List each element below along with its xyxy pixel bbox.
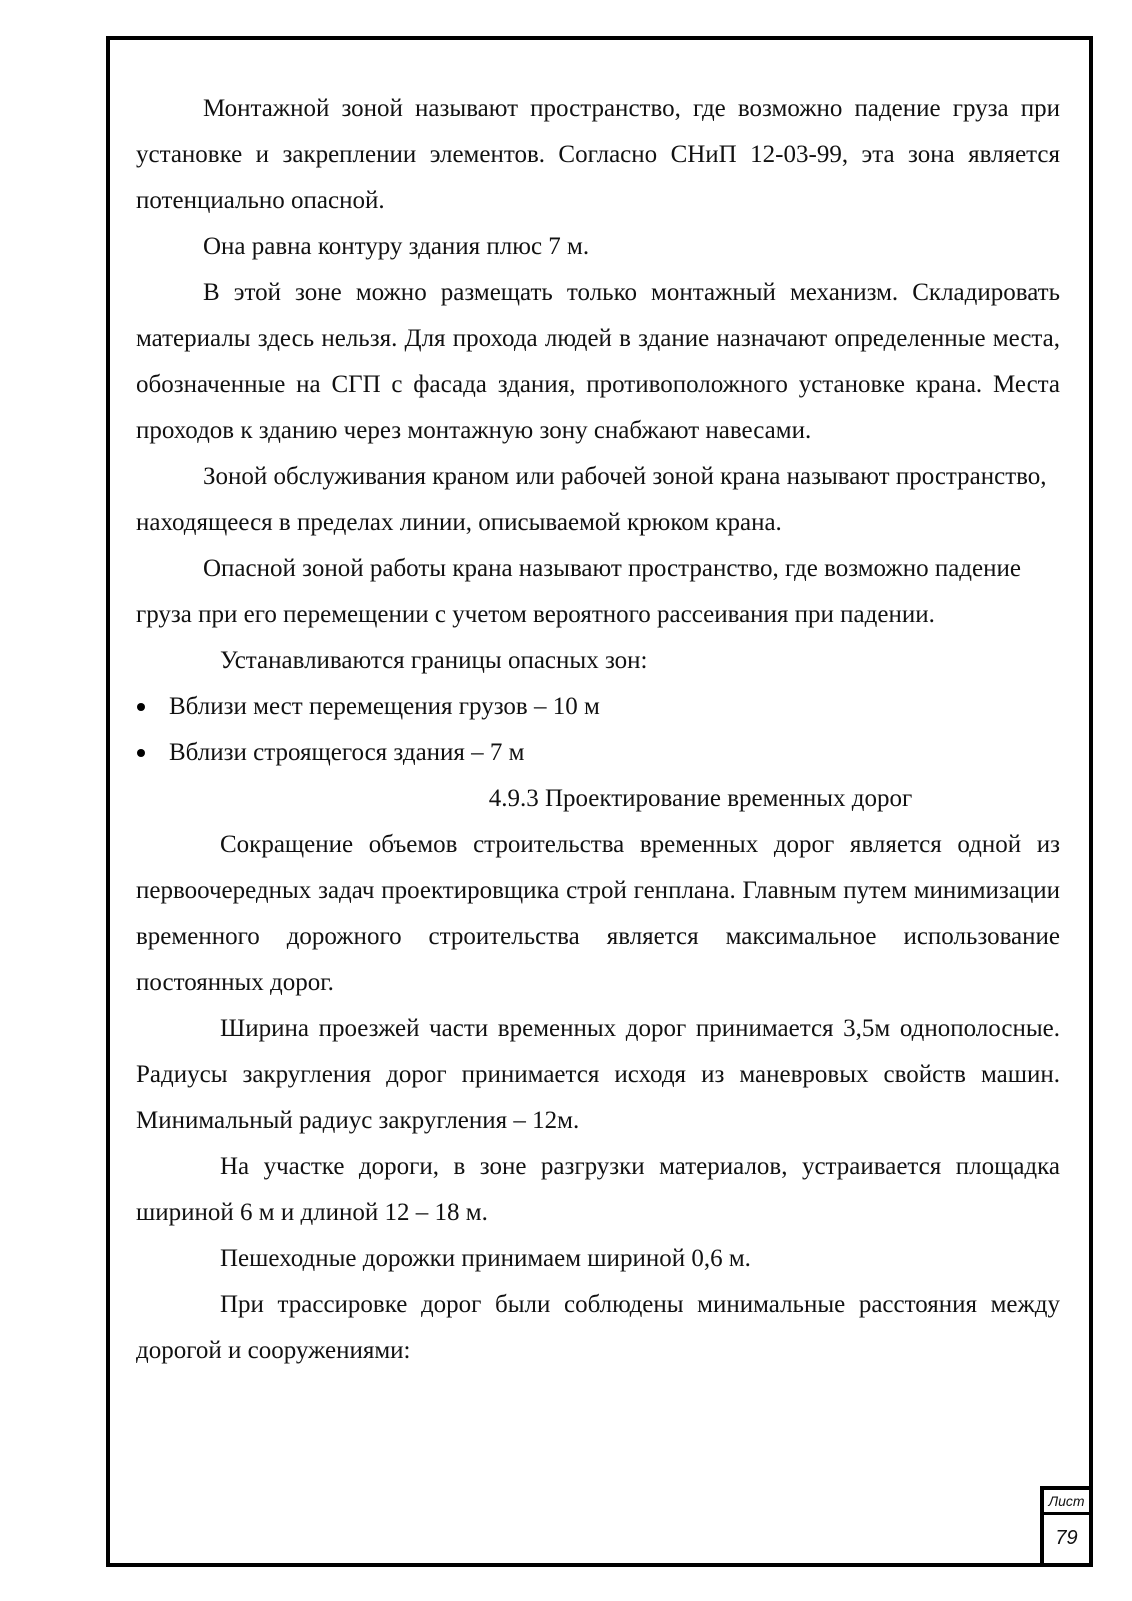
paragraph-road-reduction: Сокращение объемов строительства временных дорог является одной из первоочередных задач проектировщика строй генплана. Главным путем минимизации временного дорожного строительства является максимальное использование постоянных дорог. [136, 831, 1060, 996]
paragraph-road-width: Ширина проезжей части временных дорог принимается 3,5м однополосные. Радиусы закругления дорог принимается исходя из маневровых свойств машин. Минимальный радиус закругления – 12м. [136, 1015, 1060, 1134]
paragraph-crane-service-zone: Зоной обслуживания краном или рабочей зоной крана называют пространство, находящееся в пределах линии, описываемой крюком крана. [136, 463, 1047, 536]
sheet-label: Лист [1044, 1490, 1089, 1515]
page-number: 79 [1055, 1527, 1078, 1549]
list-item: Вблизи строящегося здания – 7 м [136, 730, 1060, 776]
paragraph-mounting-zone: Монтажной зоной называют пространство, где возможно падение груза при установке и закреплении элементов. Согласно СНиП 12-03-99, эта зона является потенциально опасной. [136, 95, 1060, 214]
paragraph-zone-rules: В этой зоне можно размещать только монтажный механизм. Складировать материалы здесь нельзя. Для прохода людей в здание назначают определенные места, обозначенные на СГП с фасада здания, противоположного установке крана. Места проходов к зданию через монтажную зону снабжают навесами. [136, 279, 1060, 444]
paragraph-crane-danger-zone: Опасной зоной работы крана называют пространство, где возможно падение груза при его перемещении с учетом вероятного рассеивания при падении. [136, 555, 1021, 628]
paragraph-road-clearances: При трассировке дорог были соблюдены минимальные расстояния между дорогой и сооружениями: [136, 1291, 1060, 1364]
paragraph-zone-limits-intro: Устанавливаются границы опасных зон: [220, 647, 648, 674]
bullet-icon [137, 703, 145, 711]
paragraph-zone-contour: Она равна контуру здания плюс 7 м. [203, 233, 590, 260]
zone-limits-list [136, 684, 1060, 776]
sheet-stamp [1040, 1486, 1093, 1567]
document-body [136, 86, 1060, 1374]
bullet-icon [137, 749, 145, 757]
paragraph-unloading-area: На участке дороги, в зоне разгрузки материалов, устраивается площадка шириной 6 м и длиной 12 – 18 м. [136, 1153, 1060, 1226]
list-item: Вблизи мест перемещения грузов – 10 м [136, 684, 1060, 730]
paragraph-footpaths: Пешеходные дорожки принимаем шириной 0,6 м. [220, 1245, 751, 1272]
section-heading: 4.9.3 Проектирование временных дорог [488, 785, 913, 812]
